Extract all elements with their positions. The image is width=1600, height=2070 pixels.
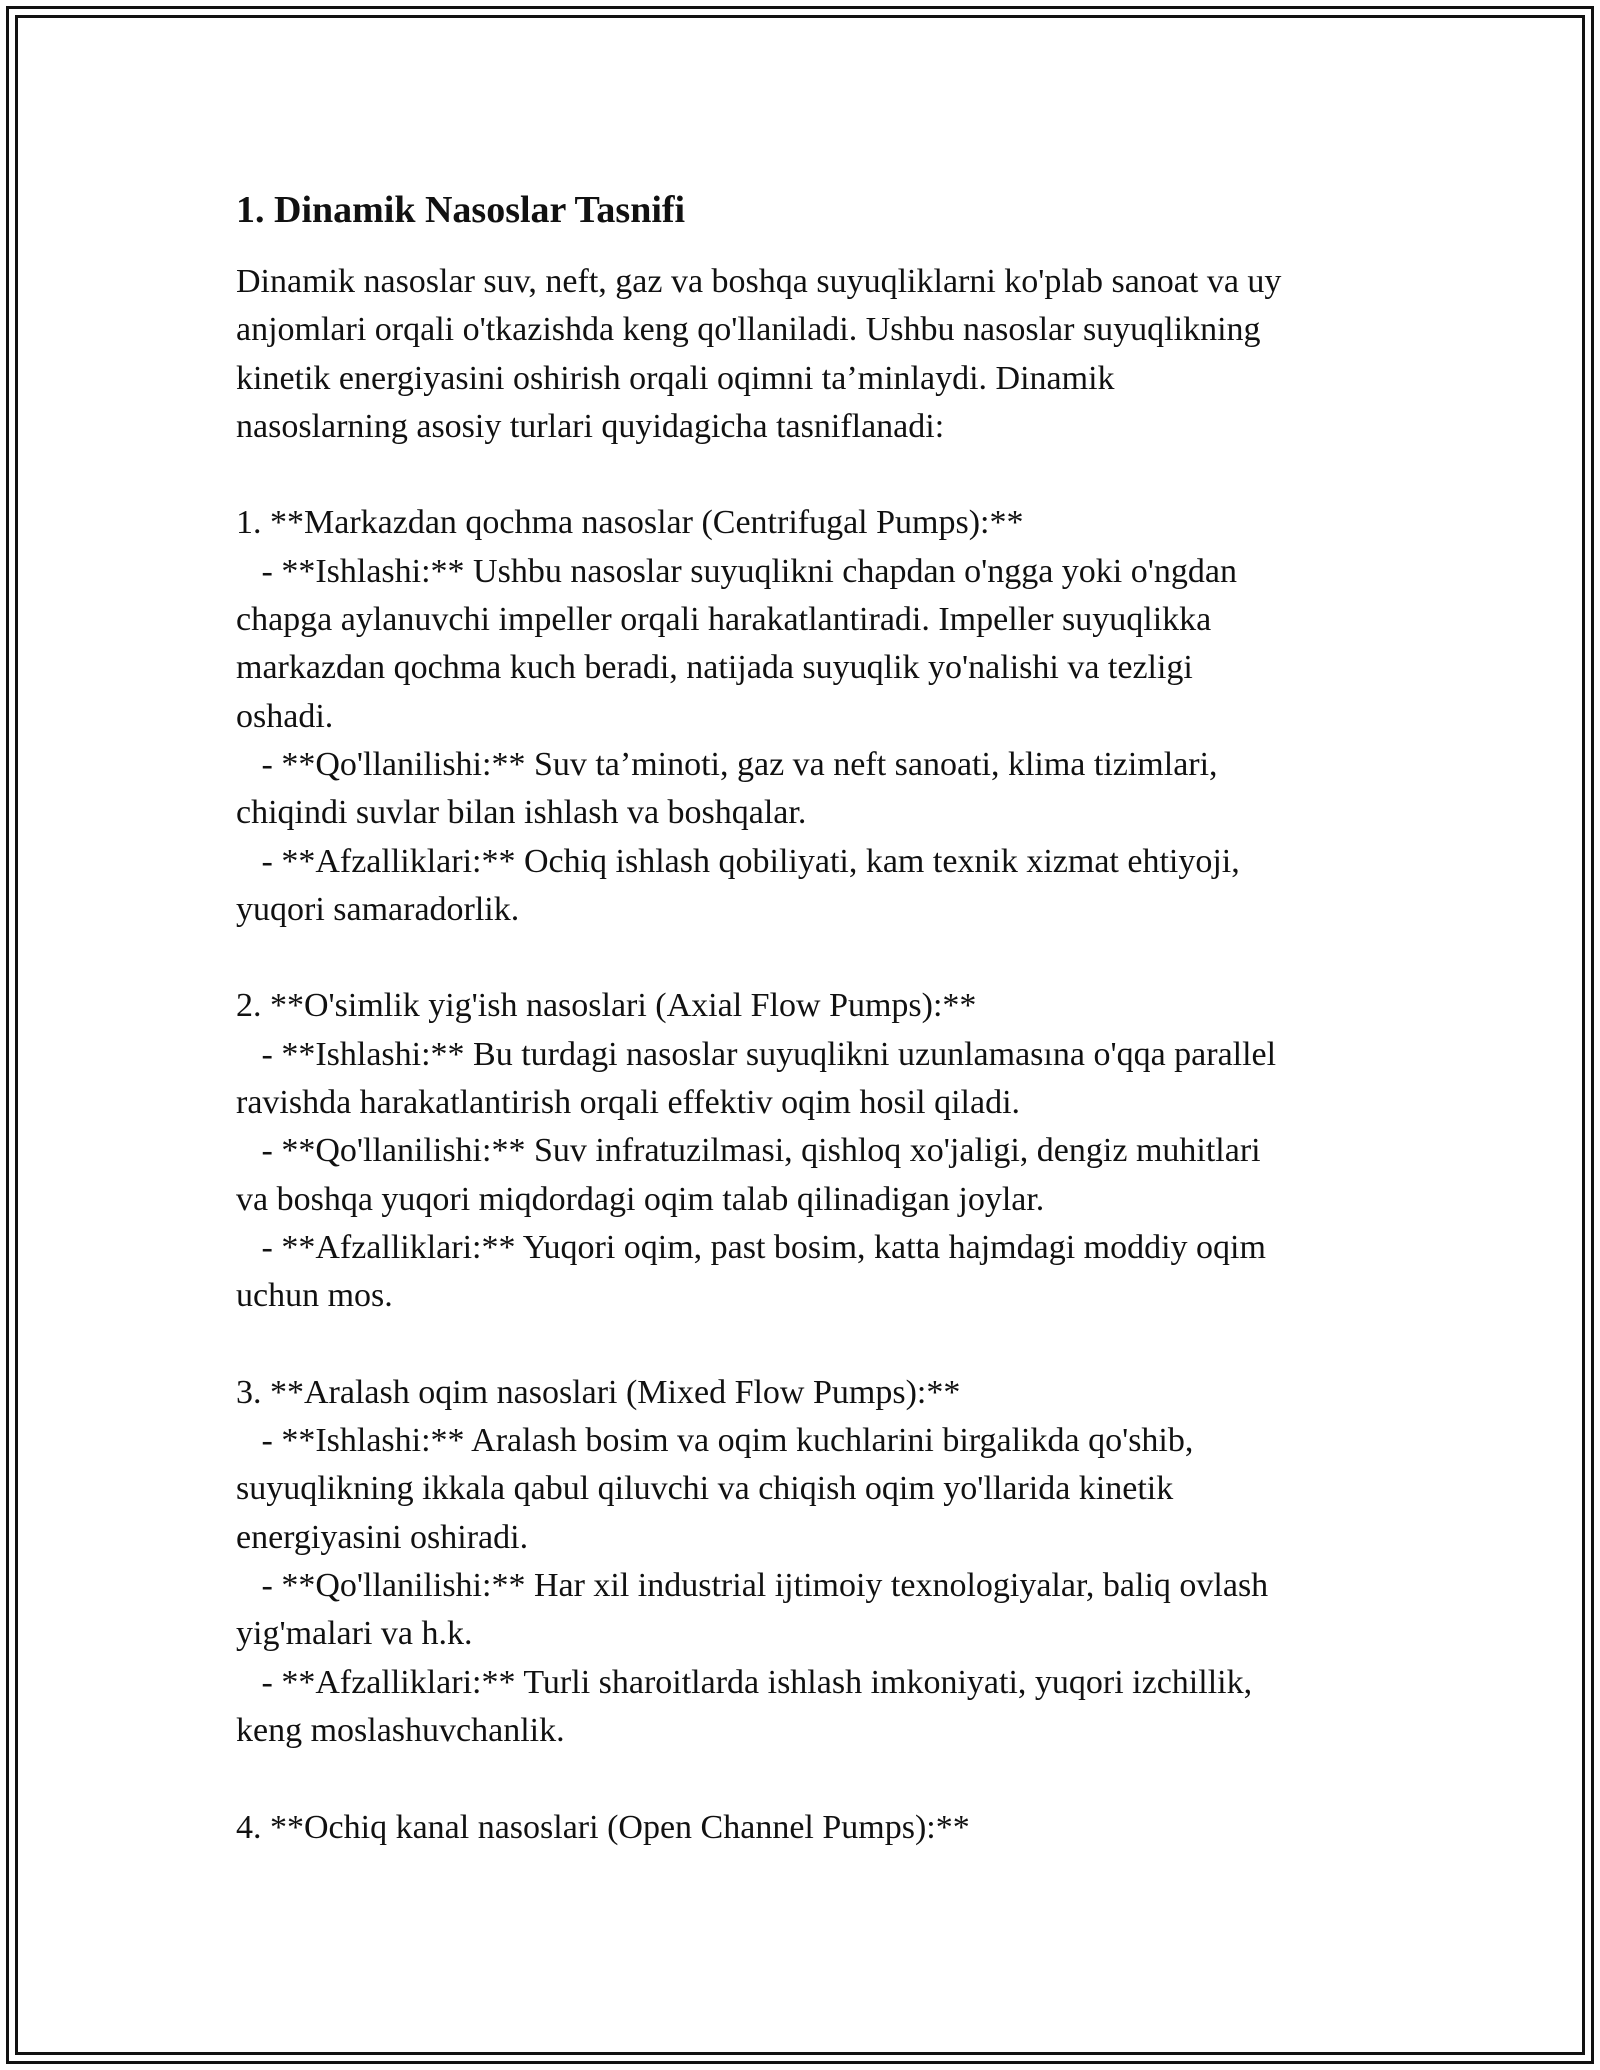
body-line: ravishda harakatlantirish orqali effektiv oqim hosil qiladi. [236,1084,1021,1122]
document-title: 1. Dinamik Nasoslar Tasnifi [236,189,686,231]
body-line: yuqori samaradorlik. [236,890,520,928]
body-line: yig'malari va h.k. [236,1615,473,1653]
section-heading: 3. **Aralash oqim nasoslari (Mixed Flow Pumps):** [236,1373,961,1411]
blank-line [236,1321,1386,1369]
body-line: - **Ishlashi:** Aralash bosim va oqim kuchlarini birgalikda qo'shib, [236,1422,1194,1460]
body-line: - **Afzalliklari:** Turli sharoitlarda ishlash imkoniyati, yuqori izchillik, [236,1663,1253,1701]
body-line: chiqindi suvlar bilan ishlash va boshqalar. [236,794,807,832]
section-heading: 4. **Ochiq kanal nasoslari (Open Channel Pumps):** [236,1808,970,1846]
body-line: kinetik energiyasini oshirish orqali oqimni ta’minlaydi. Dinamik [236,359,1115,397]
body-line: - **Qo'llanilishi:** Suv infratuzilmasi, qishloq xo'jaligi, dengiz muhitlari [236,1132,1261,1170]
section-heading: 2. **O'simlik yig'ish nasoslari (Axial Flow Pumps):** [236,987,977,1025]
body-line: suyuqlikning ikkala qabul qiluvchi va chiqish oqim yo'llarida kinetik [236,1470,1174,1508]
blank-line [236,451,1386,499]
body-line: - **Afzalliklari:** Ochiq ishlash qobiliyati, kam texnik xizmat ehtiyoji, [236,842,1240,880]
body-line: oshadi. [236,697,334,735]
blank-line [236,1755,1386,1803]
body-line: - **Ishlashi:** Ushbu nasoslar suyuqlikni chapdan o'ngga yoki o'ngdan [236,552,1237,590]
body-line: va boshqa yuqori miqdordagi oqim talab qilinadigan joylar. [236,1180,1045,1218]
body-line: - **Afzalliklari:** Yuqori oqim, past bosim, katta hajmdagi moddiy oqim [236,1228,1266,1266]
blank-line [236,934,1386,982]
body-line: chapga aylanuvchi impeller orqali harakatlantiradi. Impeller suyuqlikka [236,601,1212,639]
body-line: energiyasini oshiradi. [236,1518,529,1556]
document-page [236,186,1386,1852]
body-line: anjomlari orqali o'tkazishda keng qo'llaniladi. Ushbu nasoslar suyuqlikning [236,311,1261,349]
body-line: - **Ishlashi:** Bu turdagi nasoslar suyuqlikni uzunlamasına o'qqa parallel [236,1035,1277,1073]
body-line: markazdan qochma kuch beradi, natijada suyuqlik yo'nalishi va tezligi [236,649,1193,687]
body-line: - **Qo'llanilishi:** Suv ta’minoti, gaz va neft sanoati, klima tizimlari, [236,745,1218,783]
section-heading: 1. **Markazdan qochma nasoslar (Centrifugal Pumps):** [236,504,1024,542]
body-line: Dinamik nasoslar suv, neft, gaz va boshqa suyuqliklarni ko'plab sanoat va uy [236,263,1282,300]
body-line: nasoslarning asosiy turlari quyidagicha tasniflanadi: [236,407,945,445]
body-line: - **Qo'llanilishi:** Har xil industrial ijtimoiy texnologiyalar, baliq ovlash [236,1567,1269,1605]
body-line: uchun mos. [236,1277,393,1315]
document-body [236,258,1386,1852]
body-line: keng moslashuvchanlik. [236,1711,565,1749]
